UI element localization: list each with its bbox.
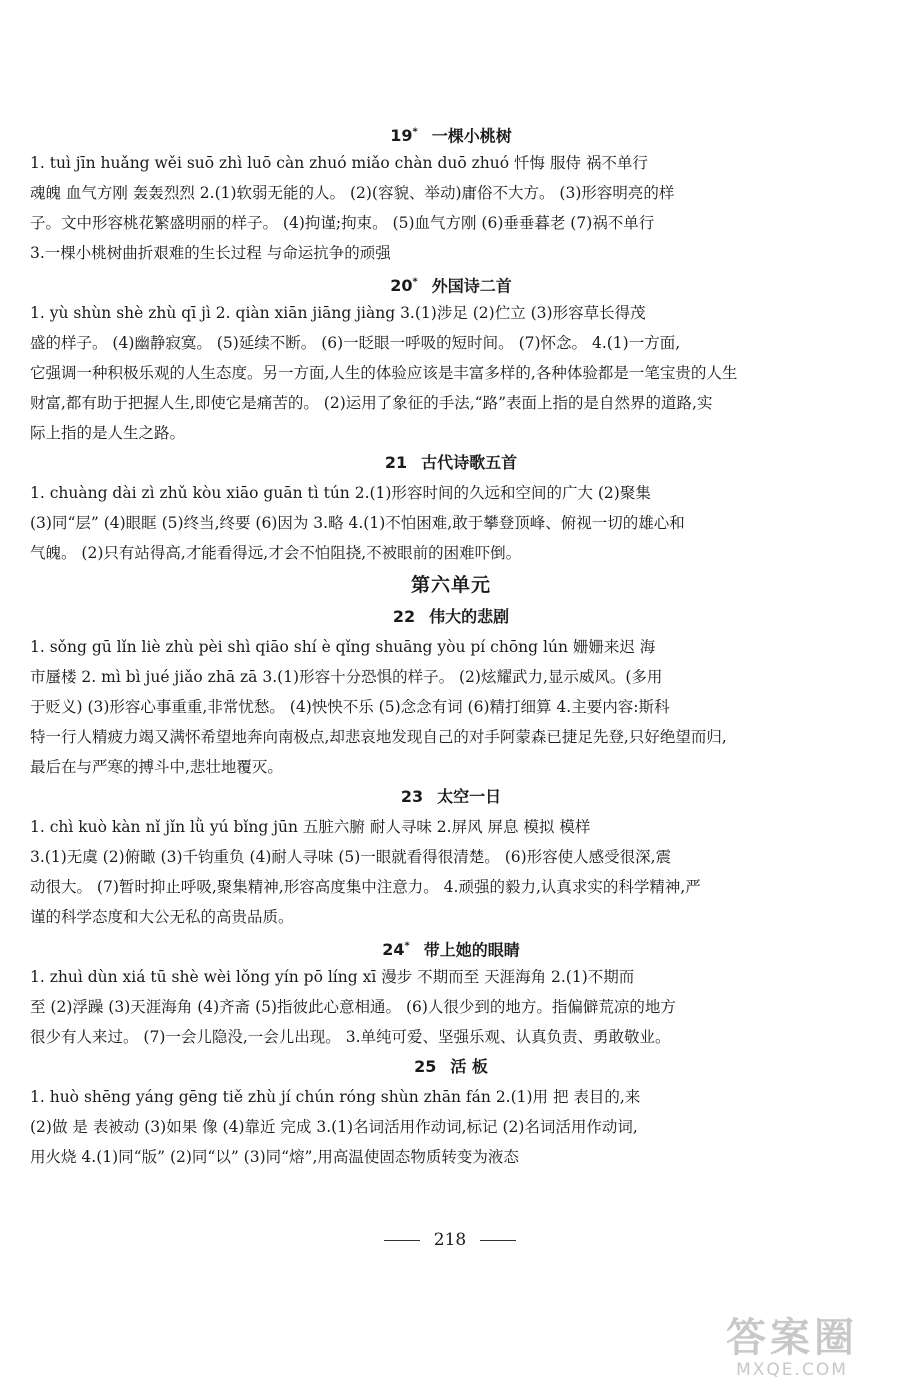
answer-line: 1. huò shēng yáng gēng tiě zhù jí chún róng shùn zhān fán 2.(1)用 把 表目的,来 (30, 1088, 641, 1106)
lesson-heading (30, 268, 872, 298)
answer-line: 盛的样子。 (4)幽静寂寞。 (5)延续不断。 (6)一眨眼一呼吸的短时间。 (7)怀念。 4.(1)一方面, (30, 334, 681, 352)
lesson-title: 一棵小桃树 (431, 126, 512, 146)
lesson-title: 活 板 (450, 1057, 488, 1076)
watermark-logo (702, 1316, 882, 1380)
lesson-number (401, 787, 423, 806)
self-study-star: * (412, 277, 418, 288)
lesson-number-text: 19 (390, 126, 413, 146)
answer-line: 特一行人精疲力竭又满怀希望地奔向南极点,却悲哀地发现自己的对手阿蒙森已捷足先登,只好绝望而归, (30, 728, 727, 746)
answer-line: 市蜃楼 2. mì bì jué jiǎo zhā zā 3.(1)形容十分恐惧的样子。 (2)炫耀武力,显示威风。(多用 (30, 668, 663, 686)
lesson-number-text: 20 (390, 276, 413, 296)
lesson-title: 太空一日 (437, 787, 502, 806)
answer-line: 很少有人来过。 (7)一会儿隐没,一会儿出现。 3.单纯可爱、坚强乐观、认真负责、勇敢敬业。 (30, 1028, 671, 1046)
lesson-number-text: 21 (384, 453, 408, 472)
lesson-number-text: 23 (400, 787, 424, 806)
answer-line: 子。文中形容桃花繁盛明丽的样子。 (4)拘谨;拘束。 (5)血气方刚 (6)垂垂暮老 (7)祸不单行 (30, 214, 655, 232)
page-number: 218 (433, 1230, 467, 1250)
answer-page (30, 118, 872, 1172)
answer-line: 3.(1)无虞 (2)俯瞰 (3)千钧重负 (4)耐人寻味 (5)一眼就看得很清楚。 (6)形容使人感受很深,震 (30, 848, 672, 866)
lesson-title: 外国诗二首 (431, 276, 512, 296)
answer-line: 魂魄 血气方刚 轰轰烈烈 2.(1)软弱无能的人。 (2)(容貌、举动)庸俗不大方。 (3)形容明亮的样 (30, 184, 675, 202)
footer-right-dash (480, 1240, 516, 1241)
lesson-heading (30, 932, 872, 962)
answer-line: 财富,都有助于把握人生,即使它是痛苦的。 (2)运用了象征的手法,“路”表面上指的是自然界的道路,实 (30, 394, 713, 412)
lesson-heading (30, 118, 872, 148)
watermark-sub: MXQE.COM (736, 1360, 848, 1380)
answer-line: 际上指的是人生之路。 (30, 424, 186, 442)
answer-line: 1. sǒng gū lǐn liè zhù pèi shì qiāo shí è qǐng shuāng yòu pí chōng lún 姗姗来迟 海 (30, 638, 656, 656)
lesson-title: 伟大的悲剧 (429, 607, 510, 626)
answer-line: 1. tuì jīn huǎng wěi suō zhì luō càn zhuó miǎo chàn duō zhuó 忏悔 服侍 祸不单行 (30, 154, 648, 172)
lesson-number (382, 940, 410, 959)
answer-line: 最后在与严寒的搏斗中,悲壮地覆灭。 (30, 758, 283, 776)
lesson-number (393, 607, 415, 626)
answer-line: 动很大。 (7)暂时抑止呼吸,聚集精神,形容高度集中注意力。 4.顽强的毅力,认真求实的科学精神,严 (30, 878, 701, 896)
answer-line: 3.一棵小桃树曲折艰难的生长过程 与命运抗争的顽强 (30, 244, 391, 262)
lesson-number (385, 453, 407, 472)
lesson-title: 古代诗歌五首 (421, 453, 518, 472)
answer-line: 至 (2)浮躁 (3)天涯海角 (4)齐斋 (5)指彼此心意相通。 (6)人很少到的地方。指偏僻荒凉的地方 (30, 998, 676, 1016)
lesson-title: 带上她的眼睛 (423, 940, 520, 960)
lesson-number (414, 1057, 436, 1076)
answer-line: 1. zhuì dùn xiá tū shè wèi lǒng yín pō líng xī 漫步 不期而至 天涯海角 2.(1)不期而 (30, 968, 635, 986)
lesson-number-text: 22 (392, 607, 416, 626)
lesson-heading (30, 782, 872, 812)
answer-line: (2)做 是 表被动 (3)如果 像 (4)靠近 完成 3.(1)名词活用作动词,标记 (2)名词活用作动词, (30, 1118, 638, 1136)
lesson-heading (30, 448, 872, 478)
lesson-number-text: 25 (414, 1057, 437, 1076)
lesson-heading (30, 602, 872, 632)
answer-line: 1. chì kuò kàn nǐ jǐn lǜ yú bǐng jūn 五脏六腑 耐人寻味 2.屏风 屏息 模拟 模样 (30, 818, 591, 836)
unit-title: 第六单元 (410, 574, 491, 596)
footer-left-dash (384, 1240, 420, 1241)
answer-line: 气魄。 (2)只有站得高,才能看得远,才会不怕阻挠,不被眼前的困难吓倒。 (30, 544, 522, 562)
answer-line: 谨的科学态度和大公无私的高贵品质。 (30, 908, 294, 926)
lesson-number-text: 24 (382, 940, 405, 960)
answer-line: 它强调一种积极乐观的人生态度。另一方面,人生的体验应该是丰富多样的,各种体验都是一笔宝贵的人生 (30, 364, 738, 382)
answer-line: (3)同“层” (4)眼眶 (5)终当,终要 (6)因为 3.略 4.(1)不怕困难,敢于攀登顶峰、俯视一切的雄心和 (30, 514, 685, 532)
watermark-main: 答案圈 (726, 1315, 858, 1361)
answer-line: 1. chuàng dài zì zhǔ kòu xiāo guān tì tún 2.(1)形容时间的久远和空间的广大 (2)聚集 (30, 484, 651, 502)
page-footer (0, 1230, 900, 1250)
answer-line: 于贬义) (3)形容心事重重,非常忧愁。 (4)怏怏不乐 (5)念念有词 (6)精打细算 4.主要内容:斯科 (30, 698, 670, 716)
lesson-number (390, 126, 418, 145)
answer-line: 1. yù shùn shè zhù qī jì 2. qiàn xiān jiāng jiàng 3.(1)涉足 (2)伫立 (3)形容草长得茂 (30, 304, 646, 322)
self-study-star: * (404, 941, 410, 952)
answer-line: 用火烧 4.(1)同“版” (2)同“以” (3)同“熔”,用高温使固态物质转变为液态 (30, 1148, 519, 1166)
lesson-number (390, 276, 418, 295)
self-study-star: * (412, 127, 418, 138)
lesson-heading (30, 1052, 872, 1082)
